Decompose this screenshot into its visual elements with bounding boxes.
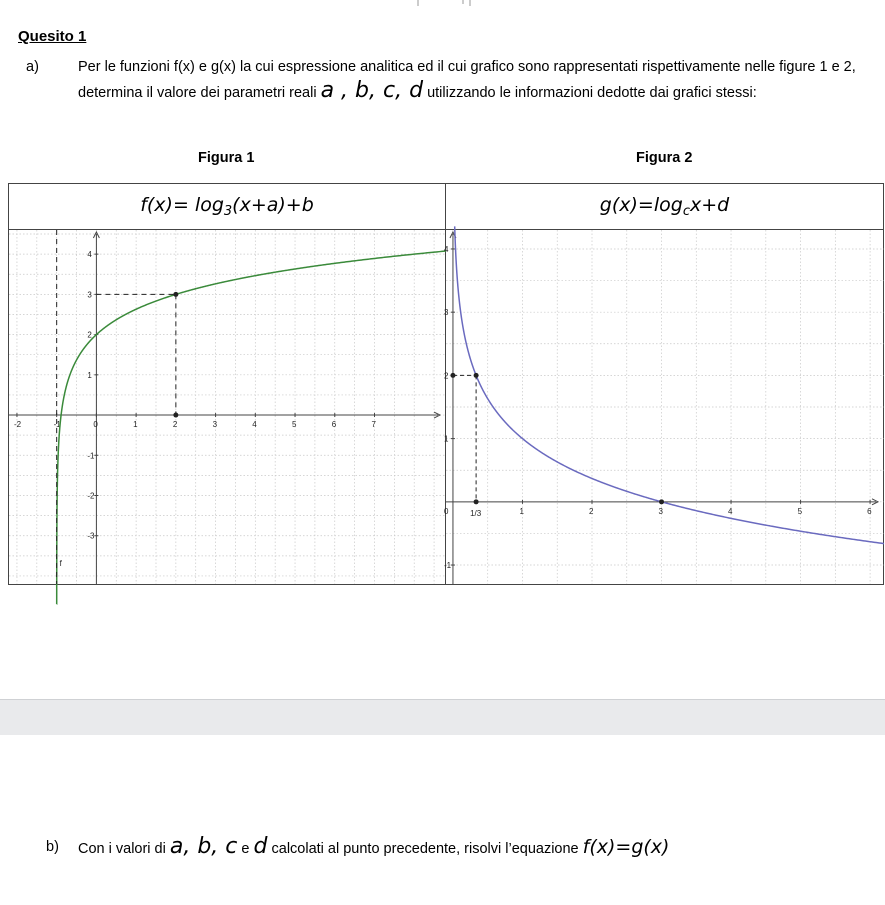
figure-2-graph xyxy=(443,230,884,584)
y-tick-label: 4 xyxy=(443,244,449,254)
highlight-point xyxy=(450,373,455,378)
figure-2-graph-cell xyxy=(443,230,884,585)
y-tick-label: -2 xyxy=(87,491,95,501)
part-a xyxy=(26,54,876,106)
y-tick-label: -1 xyxy=(443,561,452,571)
part-b xyxy=(46,832,876,864)
highlight-point xyxy=(173,413,178,418)
x-tick-label: 1 xyxy=(133,420,138,430)
highlight-point xyxy=(659,499,664,504)
x-tick-label: 4 xyxy=(252,420,257,430)
y-tick-label: 1 xyxy=(87,370,92,380)
highlight-point xyxy=(173,292,178,297)
x-tick-label: 4 xyxy=(728,506,733,516)
x-tick-label: 2 xyxy=(172,420,178,430)
highlight-point xyxy=(474,499,479,504)
x-tick-label: -2 xyxy=(13,420,22,430)
x-tick-label: 6 xyxy=(867,506,872,516)
figure-1-graph-cell xyxy=(9,230,446,585)
y-tick-label: -1 xyxy=(87,451,95,461)
origin-label: 0 xyxy=(443,506,449,516)
y-tick-label: 1 xyxy=(443,434,449,444)
figure-2-caption: Figura 2 xyxy=(636,150,693,166)
x-tick-label: 3 xyxy=(212,420,218,430)
x-tick-label: 2 xyxy=(589,506,594,516)
page-separator xyxy=(0,699,885,735)
x-tick-label: 7 xyxy=(371,420,376,430)
curve-label: f xyxy=(59,559,62,568)
part-a-params: a , b, c, d xyxy=(320,78,424,103)
part-a-text-2: utilizzando le informazioni dedotte dai grafici stessi: xyxy=(423,85,757,101)
figure-1-caption: Figura 1 xyxy=(198,150,255,166)
y-tick-label: 4 xyxy=(87,250,92,260)
part-b-params: a, b, c xyxy=(169,834,238,859)
part-b-label: b) xyxy=(46,839,59,855)
part-b-equation: f(x)=g(x) xyxy=(582,836,670,858)
y-tick-label: 2 xyxy=(443,371,449,381)
part-a-text-1: Per le funzioni f(x) e g(x) la cui espressione analitica ed il cui grafico sono rappresentati rispettivamente nelle figure 1 e 2, determina il valore dei parametri reali xyxy=(78,59,856,101)
part-b-text: Con i valori di a, b, c e d calcolati al punto precedente, risolvi l’equazione f(x)=g(x) xyxy=(78,834,670,859)
part-a-text xyxy=(78,54,876,106)
part-b-param-d: d xyxy=(253,834,268,859)
y-tick-label: 3 xyxy=(87,290,92,300)
y-tick-label: -3 xyxy=(87,531,95,541)
x-tick-label: 1 xyxy=(519,506,524,516)
figure-1-formula: $f(x)= \log_3(x+a)+b$ xyxy=(9,184,446,230)
part-a-label: a) xyxy=(26,59,39,75)
x-tick-label: 5 xyxy=(797,506,803,516)
figure-2-formula: $g(x)=\log_cx+d$ xyxy=(446,184,884,230)
x-tick-label: -1 xyxy=(53,420,61,430)
one-third-label: 1/3 xyxy=(470,508,482,518)
highlight-point xyxy=(474,373,479,378)
question-title: Quesito 1 xyxy=(18,28,87,45)
figures-table xyxy=(8,183,884,585)
figure-1-graph xyxy=(9,230,446,584)
function-curve xyxy=(455,226,884,543)
x-tick-label: 0 xyxy=(93,420,98,430)
page-top-marks xyxy=(410,0,480,8)
x-tick-label: 6 xyxy=(331,420,337,430)
x-tick-label: 5 xyxy=(292,420,297,430)
x-tick-label: 3 xyxy=(658,506,663,516)
y-tick-label: 2 xyxy=(87,330,92,340)
y-tick-label: 3 xyxy=(443,308,449,318)
